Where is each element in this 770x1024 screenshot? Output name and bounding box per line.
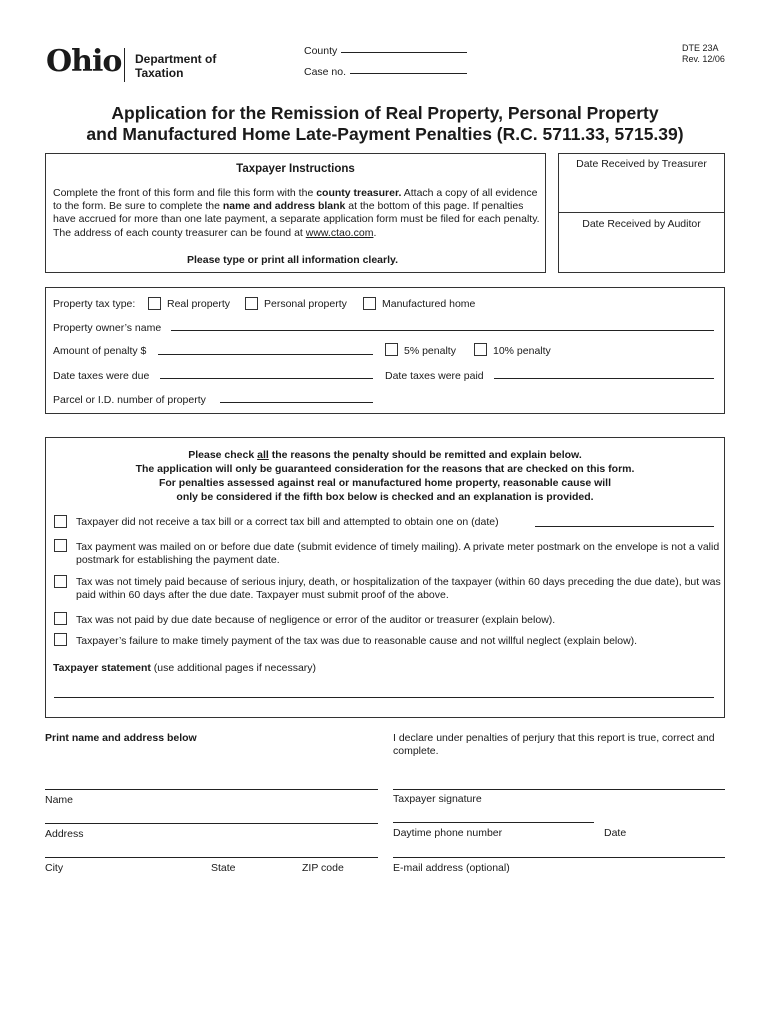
received-box — [558, 153, 725, 273]
manufactured-home-checkbox[interactable] — [363, 297, 376, 310]
real-property-checkbox[interactable] — [148, 297, 161, 310]
date-due-field[interactable] — [160, 378, 373, 379]
ohio-logo: Ohio — [46, 44, 122, 79]
address-field[interactable] — [45, 823, 378, 824]
phone-field[interactable] — [393, 822, 594, 823]
personal-property-checkbox[interactable] — [245, 297, 258, 310]
date-label: Date — [604, 827, 627, 839]
reasons-intro: Please check all the reasons the penalty should be remitted and explain below. The application will only be guaranteed consideration for the reasons that are checked on this form. For penalties assessed against real or manufactured home property, reasonable cause will only be considered if the fifth box below is checked and an explanation is provided. — [135, 449, 635, 503]
reason-1-text: Taxpayer did not receive a tax bill or a correct tax bill and attempted to obtain one on (date) — [76, 516, 499, 528]
penalty-10-checkbox[interactable] — [474, 343, 487, 356]
case-field[interactable] — [350, 73, 467, 74]
reason-5-text: Taxpayer’s failure to make timely payment of the tax was due to reasonable cause and not willful neglect (explain below). — [76, 635, 638, 647]
date-paid-field[interactable] — [494, 378, 714, 379]
received-divider — [558, 212, 725, 213]
signature-label: Taxpayer signature — [393, 793, 482, 805]
reason-2-checkbox[interactable] — [54, 539, 67, 552]
property-type-label: Property tax type: — [53, 298, 136, 310]
print-name-label: Print name and address below — [45, 732, 197, 744]
reason-3-text: Tax was not timely paid because of serious injury, death, or hospitalization of the taxpayer (within 60 days preceding the due date), but was paid within 60 days after the due date. Taxpayer must submit proof of the above. — [76, 576, 721, 602]
reason-1-checkbox[interactable] — [54, 515, 67, 528]
county-label: County — [304, 45, 338, 57]
name-field[interactable] — [45, 789, 378, 790]
statement-field[interactable] — [54, 697, 714, 698]
date-due-label: Date taxes were due — [53, 370, 150, 382]
instructions-footer: Please type or print all information clearly. — [186, 254, 399, 266]
page-title-line1: Application for the Remission of Real Property, Personal Property — [111, 103, 659, 123]
form-revision: Rev. 12/06 — [682, 54, 725, 64]
instructions-text: Complete the front of this form and file this form with the county treasurer. Attach a copy of all evidence to the form. Be sure to complete the name and address blank at the bottom of this page. If penalties have accrued for more than one late payment, a separate application form must be filed for each penalty. The address of each county treasurer can be found at www.ctao.com. — [53, 187, 540, 239]
address-label: Address — [45, 828, 84, 840]
owner-name-label: Property owner’s name — [53, 322, 162, 334]
parcel-label: Parcel or I.D. number of property — [53, 394, 206, 406]
ctao-link[interactable]: www.ctao.com — [305, 226, 374, 239]
reason-3-checkbox[interactable] — [54, 575, 67, 588]
page-title-line2: and Manufactured Home Late-Payment Penalties (R.C. 5711.33, 5715.39) — [86, 124, 684, 144]
email-field[interactable] — [393, 857, 725, 858]
phone-label: Daytime phone number — [393, 827, 503, 839]
state-label: State — [211, 862, 236, 874]
manufactured-home-label: Manufactured home — [382, 298, 476, 310]
penalty-10-label: 10% penalty — [493, 345, 551, 357]
city-state-zip-field[interactable] — [45, 857, 378, 858]
dept-line2: Taxation — [135, 66, 184, 80]
received-auditor-label: Date Received by Auditor — [582, 218, 701, 230]
form-id: DTE 23A — [682, 43, 719, 53]
email-label: E-mail address (optional) — [393, 862, 510, 874]
reason-1-date-field[interactable] — [535, 526, 714, 527]
signature-field[interactable] — [393, 789, 725, 790]
received-treasurer-label: Date Received by Treasurer — [576, 158, 707, 170]
declaration-text: I declare under penalties of perjury that this report is true, correct and complete. — [393, 732, 715, 758]
name-label: Name — [45, 794, 74, 806]
owner-name-field[interactable] — [171, 330, 714, 331]
real-property-label: Real property — [167, 298, 231, 310]
date-paid-label: Date taxes were paid — [385, 370, 484, 382]
personal-property-label: Personal property — [264, 298, 347, 310]
dept-line1: Department of — [135, 52, 217, 66]
parcel-field[interactable] — [220, 402, 373, 403]
reason-4-text: Tax was not paid by due date because of negligence or error of the auditor or treasurer (explain below). — [76, 614, 556, 626]
amount-label: Amount of penalty $ — [53, 345, 147, 357]
instructions-heading: Taxpayer Instructions — [236, 163, 355, 175]
amount-field[interactable] — [158, 354, 373, 355]
logo-divider — [124, 48, 125, 82]
city-label: City — [45, 862, 64, 874]
penalty-5-checkbox[interactable] — [385, 343, 398, 356]
county-field[interactable] — [341, 52, 467, 53]
reason-5-checkbox[interactable] — [54, 633, 67, 646]
statement-label: Taxpayer statement (use additional pages if necessary) — [53, 662, 317, 674]
reason-2-text: Tax payment was mailed on or before due date (submit evidence of timely mailing). A private meter postmark on the envelope is not a valid postmark for establishing the payment date. — [76, 541, 720, 567]
zip-label: ZIP code — [302, 862, 344, 874]
reason-4-checkbox[interactable] — [54, 612, 67, 625]
case-label: Case no. — [304, 66, 347, 78]
penalty-5-label: 5% penalty — [404, 345, 456, 357]
